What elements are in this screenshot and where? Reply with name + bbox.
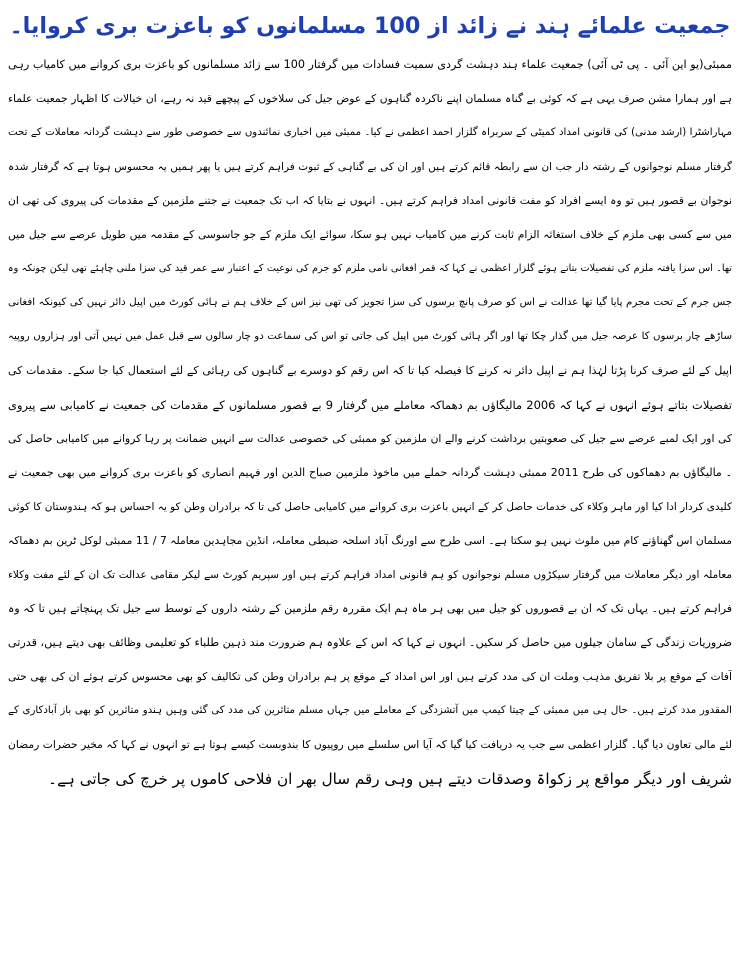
article-line: جس جرم کے تحت مجرم پایا گیا تھا عدالت نے اس کو صرف پانچ برسوں کی سزا تجویز کی تھی نیز اس کے خلاف ہم نے ہائی کورٹ میں اپیل دائر نہیں کی کیونکہ افغانی [8, 297, 732, 308]
article-line: ممبئی(یو این آئی ۔ پی ٹی آئی) جمعیت علماء ہند دہشت گردی سمیت فسادات میں گرفتار 100 سے زائد مسلمانوں کو باعزت بری کروانے میں کامیاب رہی [8, 58, 732, 71]
headline: جمعیت علمائے ہند نے زائد از 100 مسلمانوں کو باعزت بری کروایا۔ [9, 13, 731, 39]
article-line: مہاراشٹرا (ارشد مدنی) کی قانونی امداد کمیٹی کے سربراہ گلزار احمد اعظمی نے کیا۔ ممبئی میں اخباری نمائندوں سے خصوصی طور سے دہشت گردانہ معاملات کے تحت [8, 127, 732, 138]
article-line: شریف اور دیگر مواقع پر زکواۃ وصدقات دیتے ہیں وہی رقم سال بھر ان فلاحی کاموں پر خرچ کی جاتی ہے۔ [48, 770, 732, 788]
article-line: ساڑھے چار برسوں کا عرصہ جیل میں گذار چکا تھا اور اگر ہائی کورٹ میں اپیل کی جاتی تو اس کی سماعت دو چار سالوں سے قبل عمل میں نہیں آتی اور ہزاروں روپیہ [8, 331, 732, 342]
article-line: گرفتار مسلم نوجوانوں کے رشتہ دار جب ان سے رابطہ قائم کرتے ہیں اور ان کی بے گناہی کے ثبوت فراہم کرتے ہیں یا پھر ہمیں یہ محسوس ہوتا ہے کہ گرفتار شدہ [8, 161, 732, 173]
article-line: معاملہ اور دیگر معاملات میں گرفتار سیکڑوں مسلم نوجوانوں کو ہم قانونی امداد فراہم کرتے ہیں اور سپریم کورٹ سے لیکر مقامی عدالت تک ان کے لئے مفت وکلاء [8, 569, 732, 581]
article-line: ہے اور ہمارا مشن صرف یہی ہے کہ کوئی بے گناہ مسلمان اپنے ناکردہ گناہوں کے عوض جیل کی سلاخوں کے پیچھے قید نہ رہے، ان خیالات کا اظہار جمعیت علماء [8, 92, 732, 105]
article-line: آفات کے موقع پر بلا تفریق مذہب وملت ان کی مدد کرتے ہیں اور اس امداد کے موقع پر ہم برادران وطن کی تکالیف کو بھی محسوس کرتے ہوئے ان کی بھی حتی [8, 670, 732, 683]
article-line: المقدور مدد کرتے ہیں۔ حال ہی میں ممبئی کے چیتا کیمپ میں آتشزدگی کے معاملے میں جہاں مسلم متاثرین کی مدد کی گئی وہیں ہندو متاثرین کو بھی باز آبادکاری کے [8, 705, 732, 716]
article-line: کی اور ایک لمبے عرصے سے جیل کی صعوبتیں برداشت کرنے والے ان ملزمین کو ممبئی کی خصوصی عدالت سے انہیں ضمانت پر رہا کروانے میں کامیابی حاصل کی [8, 432, 732, 445]
article-line: لئے مالی تعاون دیا گیا۔ گلزار اعظمی سے جب یہ دریافت کیا گیا کہ آیا اس سلسلے میں روپیوں کا بندوبست کیسے ہوتا ہے تو انہوں نے کہا کہ مخیر حضرات رمضان [8, 738, 732, 751]
article-line: میں سے کسی بھی ملزم کے خلاف استغاثہ الزام ثابت کرنے میں کامیاب نہیں ہو سکا، سوائے ایک ملزم کے جو جاسوسی کے مقدمہ میں طویل عرصے سے جیل میں [8, 228, 732, 241]
article-line: فراہم کرتے ہیں۔ یہاں تک کہ ان بے قصوروں کو جیل میں بھی ہر ماہ ہم ایک مقررہ رقم ملزمین کے رشتہ داروں کے توسط سے جیل تک پہنچاتے ہیں تا کہ وہ [8, 602, 732, 615]
article-line: اپیل کے لئے صرف کرنا پڑتا لہٰذا ہم نے اپیل دائر نہ کرنے کا فیصلہ کیا تا کہ اس رقم کو دوسرے بے گناہوں کی رہائی کے لئے استعمال کیا جا سکے۔ مقدمات کی [8, 364, 732, 377]
article-line: نوجوان بے قصور ہیں تو وہ ایسے افراد کو مفت قانونی امداد فراہم کرتے ہیں۔ انہوں نے بتایا کہ اب تک جمعیت نے جتنے ملزمین کے مقدمات کی پیروی کی تھی ان [8, 194, 732, 207]
article-line: ضروریات زندگی کے سامان جیلوں میں حاصل کر سکیں۔ انہوں نے کہا کہ اس کے علاوہ ہم ضرورت مند ذہین طلباء کو تعلیمی وظائف بھی دیتے ہیں، قدرتی [8, 636, 732, 649]
article-line: مسلمان اس گھناؤنے کام میں ملوث نہیں ہو سکتا ہے۔ اسی طرح سے اورنگ آباد اسلحہ ضبطی معاملہ، انڈین مجاہدین معاملہ 7 / 11 ممبئی لوکل ٹرین بم دھماکہ [8, 534, 732, 547]
article-line: کلیدی کردار ادا کیا اور ماہر وکلاء کی خدمات حاصل کر کے انہیں باعزت بری کروانے میں کامیابی حاصل کی تا کہ برادران وطن کو یہ احساس ہو کہ ہندوستان کا کوئی [8, 501, 732, 513]
article-line: تھا۔ اس سزا یافتہ ملزم کی تفصیلات بتاتے ہوئے گلزار اعظمی نے کہا کہ قمر افغانی نامی ملزم کو جرم کی نوعیت کے اعتبار سے عمر قید کی سزا ملنی چاہئے تھی لیکن چونکہ وہ [8, 263, 732, 274]
article-line: ۔ مالیگاؤں بم دھماکوں کی طرح 2011 ممبئی دہشت گردانہ حملے میں ماخوذ ملزمین صباح الدین اور فہیم انصاری کو باعزت بری کروانے میں بھی جمعیت نے [8, 466, 732, 479]
article-line: تفصیلات بتاتے ہوئے انہوں نے کہا کہ 2006 مالیگاؤں بم دھماکہ معاملے میں گرفتار 9 بے قصور مسلمانوں کے مقدمات کی جمعیت نے کامیابی سے پیروی [8, 398, 732, 412]
article-body [8, 48, 732, 796]
